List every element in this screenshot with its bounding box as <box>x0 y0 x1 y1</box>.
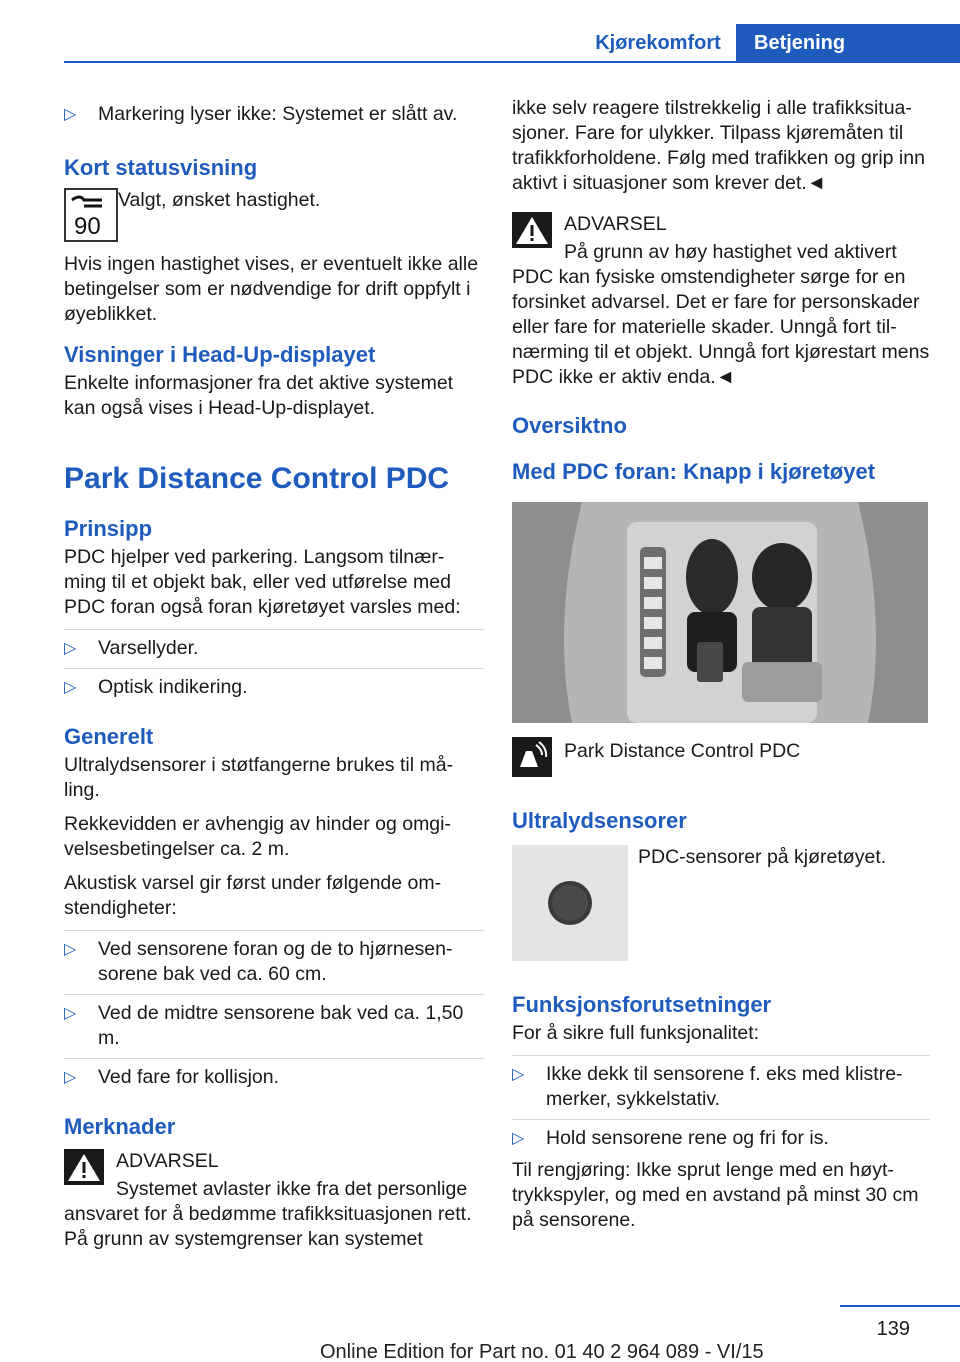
header-rule <box>64 61 960 63</box>
section-heading-hud: Visninger i Head-Up-displayet <box>64 342 376 367</box>
status-paragraph: Hvis ingen hastighet vises, er eventuelt ikke alle betingelser som er nødvendige for drift oppfylt i øyeblikket. <box>64 253 479 325</box>
warning-text: Systemet avlaster ikke fra det personlige ansvaret for å bedømme trafikksituasjonen rett. På grunn av systemgrenser kan systemet <box>64 1178 472 1250</box>
bullet-triangle-icon: ▷ <box>64 1005 77 1022</box>
section-heading-notes: Merknader <box>64 1114 176 1139</box>
section-heading-sensors: Ultralydsensorer <box>512 808 687 833</box>
chapter-title-pdc: Park Distance Control PDC <box>64 462 450 495</box>
list-item: ▷ Optisk indikering. <box>64 668 484 707</box>
sensor-photo <box>512 845 628 961</box>
warning-block <box>512 210 930 238</box>
page-number: 139 <box>876 1318 910 1340</box>
warning-triangle-icon <box>512 212 552 248</box>
bullet-triangle-icon: ▷ <box>64 106 77 123</box>
list-item: ▷ Ved sensorene foran og de to hjørnesen-sorene bak ved ca. 60 cm. <box>64 930 484 994</box>
edition-footer: Online Edition for Part no. 01 40 2 964 089 - VI/15 <box>320 1341 764 1362</box>
section-heading-principle: Prinsipp <box>64 516 153 541</box>
list-item: ▷ Varsellyder. <box>64 629 484 668</box>
principle-paragraph: PDC hjelper ved parkering. Langsom tilnær-ming til et objekt bak, eller ved utførelse med PDC foran også foran kjøretøyet varsles med: <box>64 546 461 618</box>
warning-title: ADVARSEL <box>564 213 667 235</box>
section-heading-front-button: Med PDC foran: Knapp i kjøretøyet <box>512 459 876 484</box>
sensor-caption: PDC-sensorer på kjøretøyet. <box>638 846 887 868</box>
hud-paragraph: Enkelte informasjoner fra det aktive systemet kan også vises i Head-Up-displayet. <box>64 372 454 419</box>
warning-continuation: ikke selv reagere tilstrekkelig i alle trafikksitua-sjoner. Fare for ulykker. Tilpass kjøremåten til trafikkforholdene. Følg med trafikken og grip inn aktivt i situasjoner som krever det.◄ <box>512 97 925 194</box>
general-paragraph-2: Rekkevidden er avhengig av hinder og omgi-velsesbetingelser ca. 2 m. <box>64 813 451 860</box>
section-heading-function: Funksjonsforutsetninger <box>512 992 772 1017</box>
list-item: ▷ Markering lyser ikke: Systemet er slått av. <box>64 103 458 125</box>
bullet-triangle-icon: ▷ <box>64 941 77 958</box>
warning-text: På grunn av høy hastighet ved aktivert PDC kan fysiske omstendigheter sørge for en forsinket advarsel. Det er fare for personskader eller fare for materielle skader. Unngå fort til-nærming til et objekt. Unngå fort kjørestart mens PDC ikke er aktiv enda.◄ <box>512 241 930 388</box>
console-photo <box>512 502 928 723</box>
list-item: ▷ Ved de midtre sensorene bak ved ca. 1,50 m. <box>64 994 484 1058</box>
status-icon-caption: Valgt, ønsket hastighet. <box>118 189 321 211</box>
header-tab-comfort[interactable]: Kjørekomfort <box>595 32 721 54</box>
left-column <box>64 96 484 1261</box>
speed-value-text: 90 <box>74 213 101 240</box>
bullet-triangle-icon: ▷ <box>64 1069 77 1086</box>
bullet-triangle-icon: ▷ <box>512 1066 525 1083</box>
list-item: ▷ Ikke dekk til sensorene f. eks med klistre-merker, sykkelstativ. <box>512 1055 930 1119</box>
status-icon-row <box>64 188 484 248</box>
bullet-triangle-icon: ▷ <box>512 1130 525 1147</box>
section-heading-general: Generelt <box>64 724 154 749</box>
right-column <box>512 96 930 1242</box>
header-tab-operation[interactable]: Betjening <box>736 24 960 62</box>
warning-triangle-icon <box>64 1149 104 1185</box>
general-paragraph-3: Akustisk varsel gir først under følgende om-stendigheter: <box>64 872 442 919</box>
bullet-triangle-icon: ▷ <box>64 679 77 696</box>
bullet-triangle-icon: ▷ <box>64 640 77 657</box>
pdc-button-row <box>512 737 930 781</box>
cleaning-paragraph: Til rengjøring: Ikke sprut lenge med en høyt-trykkspyler, og med en avstand på minst 30 cm på sensorene. <box>512 1159 919 1231</box>
section-heading-overview: Oversiktno <box>512 413 627 438</box>
speed-limit-icon <box>64 188 118 242</box>
general-paragraph-1: Ultralydsensorer i støtfangerne brukes til må-ling. <box>64 754 454 801</box>
section-heading-status: Kort statusvisning <box>64 155 258 180</box>
footer-rule <box>840 1305 960 1307</box>
function-paragraph: For å sikre full funksjonalitet: <box>512 1022 760 1044</box>
warning-block <box>64 1147 484 1175</box>
sensor-row <box>512 845 930 963</box>
pdc-button-icon[interactable] <box>512 737 552 777</box>
list-item: ▷ Hold sensorene rene og fri for is. <box>512 1119 930 1158</box>
pdc-button-label: Park Distance Control PDC <box>564 740 801 762</box>
list-item: ▷ Ved fare for kollisjon. <box>64 1058 484 1097</box>
warning-title: ADVARSEL <box>116 1150 219 1172</box>
